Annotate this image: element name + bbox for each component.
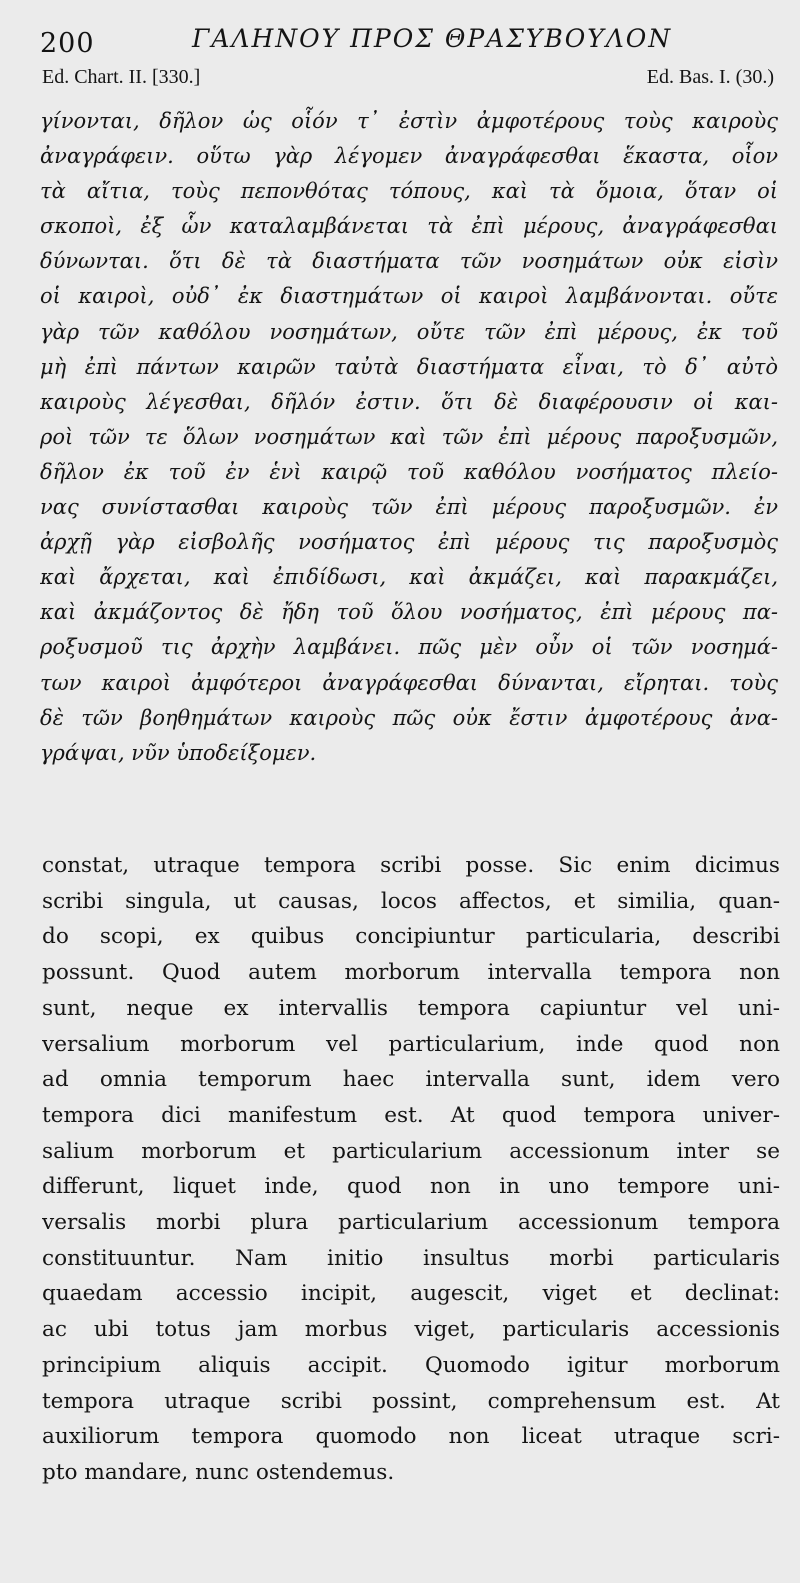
latin-text-line: salium morborum et particularium accessionum inter se — [42, 1138, 780, 1164]
latin-text-line: auxiliorum tempora quomodo non liceat utraque scri- — [42, 1424, 780, 1450]
latin-text-line: do scopi, ex quibus concipiuntur particularia, describi — [42, 924, 780, 950]
page-number: 200 — [40, 28, 95, 59]
running-head — [32, 22, 772, 59]
greek-text-line: μὴ ἐπὶ πάντων καιρῶν ταὐτὰ διαστήματα εἶναι, τὸ δ᾽ αὐτὸ — [40, 354, 778, 379]
latin-text-line: sunt, neque ex intervallis tempora capiuntur vel uni- — [42, 995, 780, 1021]
latin-text-line: quaedam accessio incipit, augescit, viget et declinat: — [42, 1281, 780, 1307]
latin-text-line: principium aliquis accipit. Quomodo igitur morborum — [42, 1352, 780, 1378]
greek-text-line: γὰρ τῶν καθόλου νοσημάτων, οὔτε τῶν ἐπὶ μέρους, ἐκ τοῦ — [40, 319, 778, 344]
greek-text-line: νας συνίστασθαι καιροὺς τῶν ἐπὶ μέρους παροξυσμῶν. ἐν — [40, 495, 778, 520]
latin-text-line: constituuntur. Nam initio insultus morbi particularis — [42, 1245, 780, 1271]
edition-reference-line — [32, 66, 774, 96]
greek-text-line: καὶ ἄρχεται, καὶ ἐπιδίδωσι, καὶ ἀκμάζει, καὶ παρακμάζει, — [40, 565, 778, 590]
greek-text-line: σκοποὶ, ἐξ ὧν καταλαμβάνεται τὰ ἐπὶ μέρους, ἀναγράφεσθαι — [40, 214, 778, 239]
greek-text-line: των καιροὶ ἀμφότεροι ἀναγράφεσθαι δύνανται, εἴρηται. τοὺς — [40, 670, 778, 695]
greek-text-line: γίνονται, δῆλον ὡς οἷόν τ᾽ ἐστὶν ἀμφοτέρους τοὺς καιροὺς — [40, 109, 778, 133]
greek-text-line: οἱ καιροὶ, οὐδ᾽ ἐκ διαστημάτων οἱ καιροὶ λαμβάνονται. οὔτε — [40, 284, 778, 309]
latin-text-line: versalium morborum vel particularium, inde quod non — [42, 1031, 780, 1057]
latin-text-block — [42, 848, 780, 1491]
edition-chartier-reference: Ed. Chart. II. [330.] — [42, 66, 201, 88]
edition-basel-reference: Ed. Bas. I. (30.) — [646, 66, 774, 88]
greek-text-line: ἀρχῇ γὰρ εἰσβολῆς νοσήματος ἐπὶ μέρους τις παροξυσμὸς — [40, 530, 778, 555]
greek-text-block — [40, 104, 778, 771]
latin-text-line: scribi singula, ut causas, locos affectos, et similia, quan- — [42, 888, 780, 914]
greek-text-line: δῆλον ἐκ τοῦ ἐν ἑνὶ καιρῷ τοῦ καθόλου νοσήματος πλείο- — [40, 459, 778, 484]
greek-text-line: καὶ ἀκμάζοντος δὲ ἤδη τοῦ ὅλου νοσήματος, ἐπὶ μέρους πα- — [40, 600, 778, 625]
greek-text-line: δὲ τῶν βοηθημάτων καιροὺς πῶς οὐκ ἔστιν ἀμφοτέρους ἀνα- — [40, 705, 778, 730]
greek-text-line: καιροὺς λέγεσθαι, δῆλόν ἐστιν. ὅτι δὲ διαφέρουσιν οἱ και- — [40, 389, 778, 414]
latin-text-line: versalis morbi plura particularium accessionum tempora — [42, 1210, 780, 1236]
greek-text-line: τὰ αἴτια, τοὺς πεπονθότας τόπους, καὶ τὰ ὅμοια, ὅταν οἱ — [40, 179, 778, 204]
latin-text-line: ad omnia temporum haec intervalla sunt, idem vero — [42, 1067, 780, 1093]
greek-text-line: γράψαι, νῦν ὑποδείξομεν. — [40, 740, 317, 765]
latin-text-line: ac ubi totus jam morbus viget, particularis accessionis — [42, 1317, 780, 1343]
latin-text-line: constat, utraque tempora scribi posse. Sic enim dicimus — [42, 853, 780, 878]
greek-text-line: δύνωνται. ὅτι δὲ τὰ διαστήματα τῶν νοσημάτων οὐκ εἰσὶν — [40, 249, 778, 274]
greek-text-line: ἀναγράφειν. οὕτω γὰρ λέγομεν ἀναγράφεσθαι ἕκαστα, οἷον — [40, 144, 778, 169]
running-title: ΓΑΛΗΝΟΥ ΠΡΟΣ ΘΡΑΣΥΒΟΥΛΟΝ — [192, 24, 673, 53]
latin-text-line: tempora utraque scribi possint, comprehensum est. At — [42, 1388, 780, 1414]
greek-text-line: ροὶ τῶν τε ὅλων νοσημάτων καὶ τῶν ἐπὶ μέρους παροξυσμῶν, — [40, 424, 778, 449]
greek-text-line: ροξυσμοῦ τις ἀρχὴν λαμβάνει. πῶς μὲν οὖν οἱ τῶν νοσημά- — [40, 635, 778, 660]
latin-text-line: tempora dici manifestum est. At quod tempora univer- — [42, 1102, 780, 1128]
latin-text-line: differunt, liquet inde, quod non in uno tempore uni- — [42, 1174, 780, 1200]
latin-text-line: possunt. Quod autem morborum intervalla tempora non — [42, 960, 780, 986]
latin-text-line: pto mandare, nunc ostendemus. — [42, 1459, 395, 1485]
